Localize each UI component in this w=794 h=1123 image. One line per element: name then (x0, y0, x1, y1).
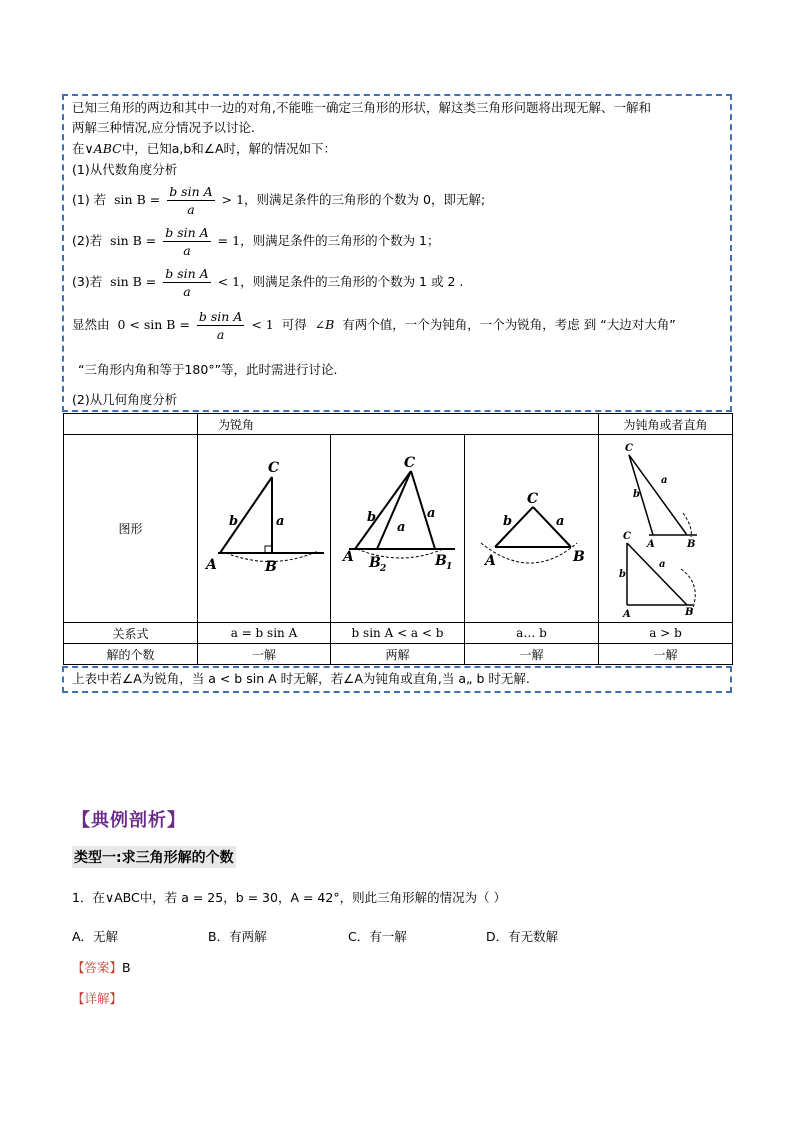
count-3: 一解 (465, 644, 599, 665)
row-count-label: 解的个数 (64, 644, 198, 665)
label-B: B (687, 539, 696, 550)
table-row (64, 435, 733, 623)
label-b: b (503, 514, 513, 529)
label-b: b (619, 569, 626, 580)
label-A: A (485, 553, 496, 569)
header-acute: 为锐角 (198, 414, 599, 435)
fraction: $\frac{\text{b sin A}}{a}$ (165, 225, 209, 258)
case-3: (3)若 sin B = $\frac{\text{b sin A}}{a}$ < 1，则满足条件的三角形的个数为 1 或 2 . (72, 266, 464, 299)
label-a: a (556, 514, 565, 529)
label-a: a (661, 475, 668, 486)
angle-sum-line: “三角形内角和等于180°”等，此时需进行讨论. (78, 362, 338, 377)
solution-table (63, 413, 733, 665)
fraction: $\frac{\text{b sin A}}{a}$ (198, 309, 243, 342)
row-relation-label: 关系式 (64, 623, 198, 644)
triangle-right-figure (198, 435, 330, 619)
table-cell (64, 414, 198, 435)
label-B: B (265, 559, 277, 575)
subscript-2: 2 (380, 564, 387, 574)
subscript-1: 1 (446, 562, 453, 572)
note-text: 上表中若∠A为锐角，当 a < b sin A 时无解，若∠A为钝角或直角,当 a„ b 时无解. (72, 671, 530, 686)
label-C: C (625, 443, 633, 454)
option-b: B．有两解 (208, 929, 267, 944)
count-4: 一解 (599, 644, 733, 665)
label-B: B (573, 549, 585, 565)
row-figure-label: 图形 (64, 435, 198, 623)
label-A: A (206, 557, 217, 573)
option-a: A．无解 (72, 929, 119, 944)
answer-line (72, 958, 131, 976)
fraction: $\frac{\text{b sin A}}{a}$ (169, 184, 213, 217)
table-row (64, 414, 733, 435)
section-title: 【典例剖析】 (72, 810, 186, 831)
label-b: b (367, 510, 377, 525)
label-B: B (685, 607, 694, 618)
algebraic-title: (1)从代数角度分析 (72, 162, 178, 177)
relation-4: a > b (599, 623, 733, 644)
label-C: C (623, 531, 631, 542)
case-1: (1) 若 sin B = $\frac{\text{b sin A}}{a}$ > 1，则满足条件的三角形的个数为 0，即无解; (72, 184, 486, 217)
count-2: 两解 (331, 644, 465, 665)
fraction: $\frac{\text{b sin A}}{a}$ (165, 266, 209, 299)
figure-cell-2 (331, 435, 465, 623)
option-c: C．有一解 (348, 929, 407, 944)
detail-label: 【详解】 (72, 991, 123, 1006)
table-row (64, 623, 733, 644)
label-b: b (633, 489, 640, 500)
intro-line-1: 已知三角形的两边和其中一边的对角,不能唯一确定三角形的形状，解这类三角形问题将出现无解、一解和 (72, 100, 651, 115)
label-a: a (276, 514, 285, 529)
label-b: b (229, 514, 239, 529)
type-title: 类型一:求三角形解的个数 (72, 846, 236, 868)
relation-3: a… b (465, 623, 599, 644)
label-B1: B (435, 553, 447, 569)
label-A: A (343, 549, 354, 565)
count-1: 一解 (198, 644, 331, 665)
triangle-two-solutions-figure (331, 435, 464, 619)
intro-line-2: 两解三种情况,应分情况予以讨论. (72, 120, 255, 135)
option-d: D．有无数解 (486, 929, 559, 944)
geometric-title: (2)从几何角度分析 (72, 392, 178, 407)
table-row (64, 644, 733, 665)
label-a: a (427, 506, 436, 521)
answer-label: 【答案】 (72, 960, 123, 975)
label-A: A (647, 539, 655, 550)
label-C: C (527, 491, 539, 507)
figure-cell-4 (599, 435, 733, 623)
relation-2: b sin A < a < b (331, 623, 465, 644)
answer-value: B (122, 960, 131, 975)
header-obtuse: 为钝角或者直角 (599, 414, 733, 435)
relation-1: a = b sin A (198, 623, 331, 644)
obviously-line: 显然由 0 < sin B = $\frac{\text{b sin A}}{a}$ < 1 可得 ∠B 有两个值，一个为钝角，一个为锐角，考虑 到 “大边对大角” (72, 309, 676, 342)
case-2: (2)若 sin B = $\frac{\text{b sin A}}{a}$ = 1，则满足条件的三角形的个数为 1； (72, 225, 440, 258)
label-a: a (397, 520, 406, 535)
problem-stem: 1．在∨ABC中，若 a = 25，b = 30，A = 42°，则此三角形解的情况为（ ） (72, 890, 507, 905)
given-line: 在∨ABC中，已知a,b和∠A时，解的情况如下： (72, 141, 337, 156)
figure-cell-3 (465, 435, 599, 623)
label-A: A (623, 609, 631, 619)
label-a: a (659, 559, 666, 570)
label-C: C (268, 460, 280, 476)
triangle-obtuse-right-figures (599, 435, 732, 619)
figure-cell-1 (198, 435, 331, 623)
label-C: C (404, 455, 416, 471)
label-B2: B (369, 555, 381, 571)
triangle-one-solution-figure (465, 435, 598, 619)
